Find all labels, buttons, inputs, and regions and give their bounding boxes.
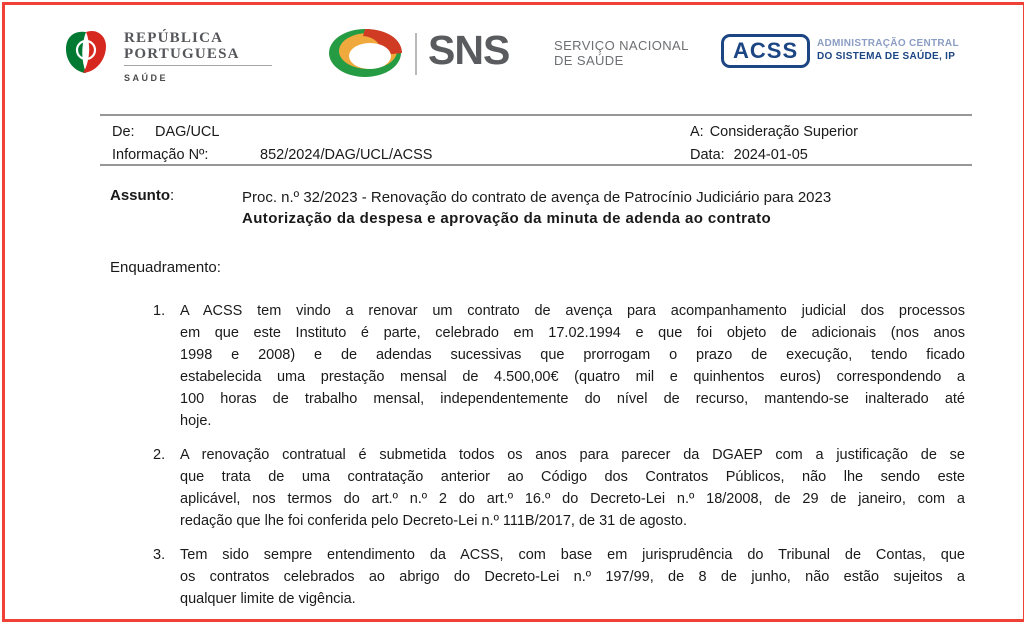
data-label: Data: bbox=[690, 147, 725, 163]
numbered-item bbox=[153, 444, 965, 532]
item-number: 2. bbox=[153, 447, 166, 463]
paragraph-line: 1998 e 2008) e de adendas sucessivas que prorrogam o prazo de execução, tendo ficado bbox=[180, 347, 965, 363]
sns-line2: DE SAÚDE bbox=[554, 53, 624, 68]
numbered-item bbox=[153, 544, 965, 610]
assunto-value bbox=[242, 187, 967, 229]
republica-line1: REPÚBLICA bbox=[124, 30, 224, 46]
acss-line2: DO SISTEMA DE SAÚDE, IP bbox=[817, 51, 956, 62]
item-text bbox=[180, 544, 965, 610]
paragraph-line: em que este Instituto é parte, celebrado em 17.02.1994 e que foi objeto de adicionais (nos anos bbox=[180, 325, 965, 341]
paragraph-line: estabelecida uma prestação mensal de 4.500,00€ (quatro mil e quinhentos euros) correspondendo a bbox=[180, 369, 965, 385]
republica-portuguesa-wordmark bbox=[124, 30, 272, 86]
sns-line1: SERVIÇO NACIONAL bbox=[554, 38, 689, 53]
data-value: 2024-01-05 bbox=[733, 147, 808, 163]
portugal-flag-icon bbox=[63, 29, 109, 75]
informacao-value: 852/2024/DAG/UCL/ACSS bbox=[260, 147, 433, 163]
document-page bbox=[2, 2, 1024, 622]
numbered-item bbox=[153, 300, 965, 432]
sns-acronym: SNS bbox=[428, 27, 510, 73]
sns-divider bbox=[415, 33, 417, 75]
meta-row-data bbox=[690, 144, 858, 167]
paragraph-line: A ACSS tem vindo a renovar um contrato de avença para acompanhamento judicial dos processos bbox=[180, 303, 965, 319]
item-number: 3. bbox=[153, 547, 166, 563]
a-label: A: bbox=[690, 124, 704, 140]
republica-line2: PORTUGUESA bbox=[124, 46, 240, 62]
meta-row-informacao bbox=[112, 144, 432, 167]
paragraph-line: que trata de uma contratação anterior ao Código dos Contratos Públicos, não lhe sendo este bbox=[180, 469, 965, 485]
meta-row-de bbox=[112, 121, 432, 144]
paragraph-line: aplicável, nos termos do art.º n.º 2 do art.º 16.º do Decreto-Lei n.º 18/2008, de 29 de janeiro, com a bbox=[180, 491, 965, 507]
assunto-line1: Proc. n.º 32/2023 - Renovação do contrato de avença de Patrocínio Judiciário para 2023 bbox=[242, 189, 832, 206]
paragraph-line: A renovação contratual é submetida todos os anos para parecer da DGAEP com a justificação de se bbox=[180, 447, 965, 463]
de-value: DAG/UCL bbox=[155, 124, 220, 140]
assunto-label bbox=[110, 187, 174, 204]
paragraph-line: Tem sido sempre entendimento da ACSS, com base em jurisprudência do Tribunal de Contas, que bbox=[180, 547, 965, 563]
item-text bbox=[180, 444, 965, 532]
acss-wordmark bbox=[817, 37, 959, 63]
informacao-label: Informação Nº: bbox=[112, 147, 209, 163]
acss-logo-badge: ACSS bbox=[721, 34, 810, 68]
meta-column-left bbox=[112, 121, 432, 167]
meta-table bbox=[100, 114, 972, 166]
paragraph-line: qualquer limite de vigência. bbox=[180, 591, 356, 607]
de-label: De: bbox=[112, 124, 135, 140]
item-text bbox=[180, 300, 965, 432]
acss-line1: ADMINISTRAÇÃO CENTRAL bbox=[817, 38, 959, 49]
paragraph-line: os contratos celebrados ao abrigo do Decreto-Lei n.º 197/99, de 8 de junho, não estão sujeitos a bbox=[180, 569, 965, 585]
item-number: 1. bbox=[153, 303, 166, 319]
paragraph-line: hoje. bbox=[180, 413, 212, 429]
sns-swirl-icon bbox=[328, 28, 404, 78]
assunto-colon: : bbox=[170, 187, 175, 204]
republica-divider bbox=[124, 65, 272, 66]
numbered-list bbox=[153, 300, 965, 622]
sns-wordmark bbox=[554, 38, 689, 68]
meta-row-a bbox=[690, 121, 858, 144]
section-title-enquadramento: Enquadramento: bbox=[110, 259, 221, 276]
paragraph-line: redação que lhe foi conferida pelo Decreto-Lei n.º 111B/2017, de 31 de agosto. bbox=[180, 513, 687, 529]
republica-saude-label: SAÚDE bbox=[124, 73, 169, 83]
assunto-label-text: Assunto bbox=[110, 187, 170, 204]
a-value: Consideração Superior bbox=[709, 124, 859, 140]
meta-column-right bbox=[690, 121, 858, 167]
assunto-line2: Autorização da despesa e aprovação da minuta de adenda ao contrato bbox=[242, 210, 772, 227]
paragraph-line: 100 horas de trabalho mensal, independentemente do nível de recurso, mantendo-se inalterado até bbox=[180, 391, 965, 407]
